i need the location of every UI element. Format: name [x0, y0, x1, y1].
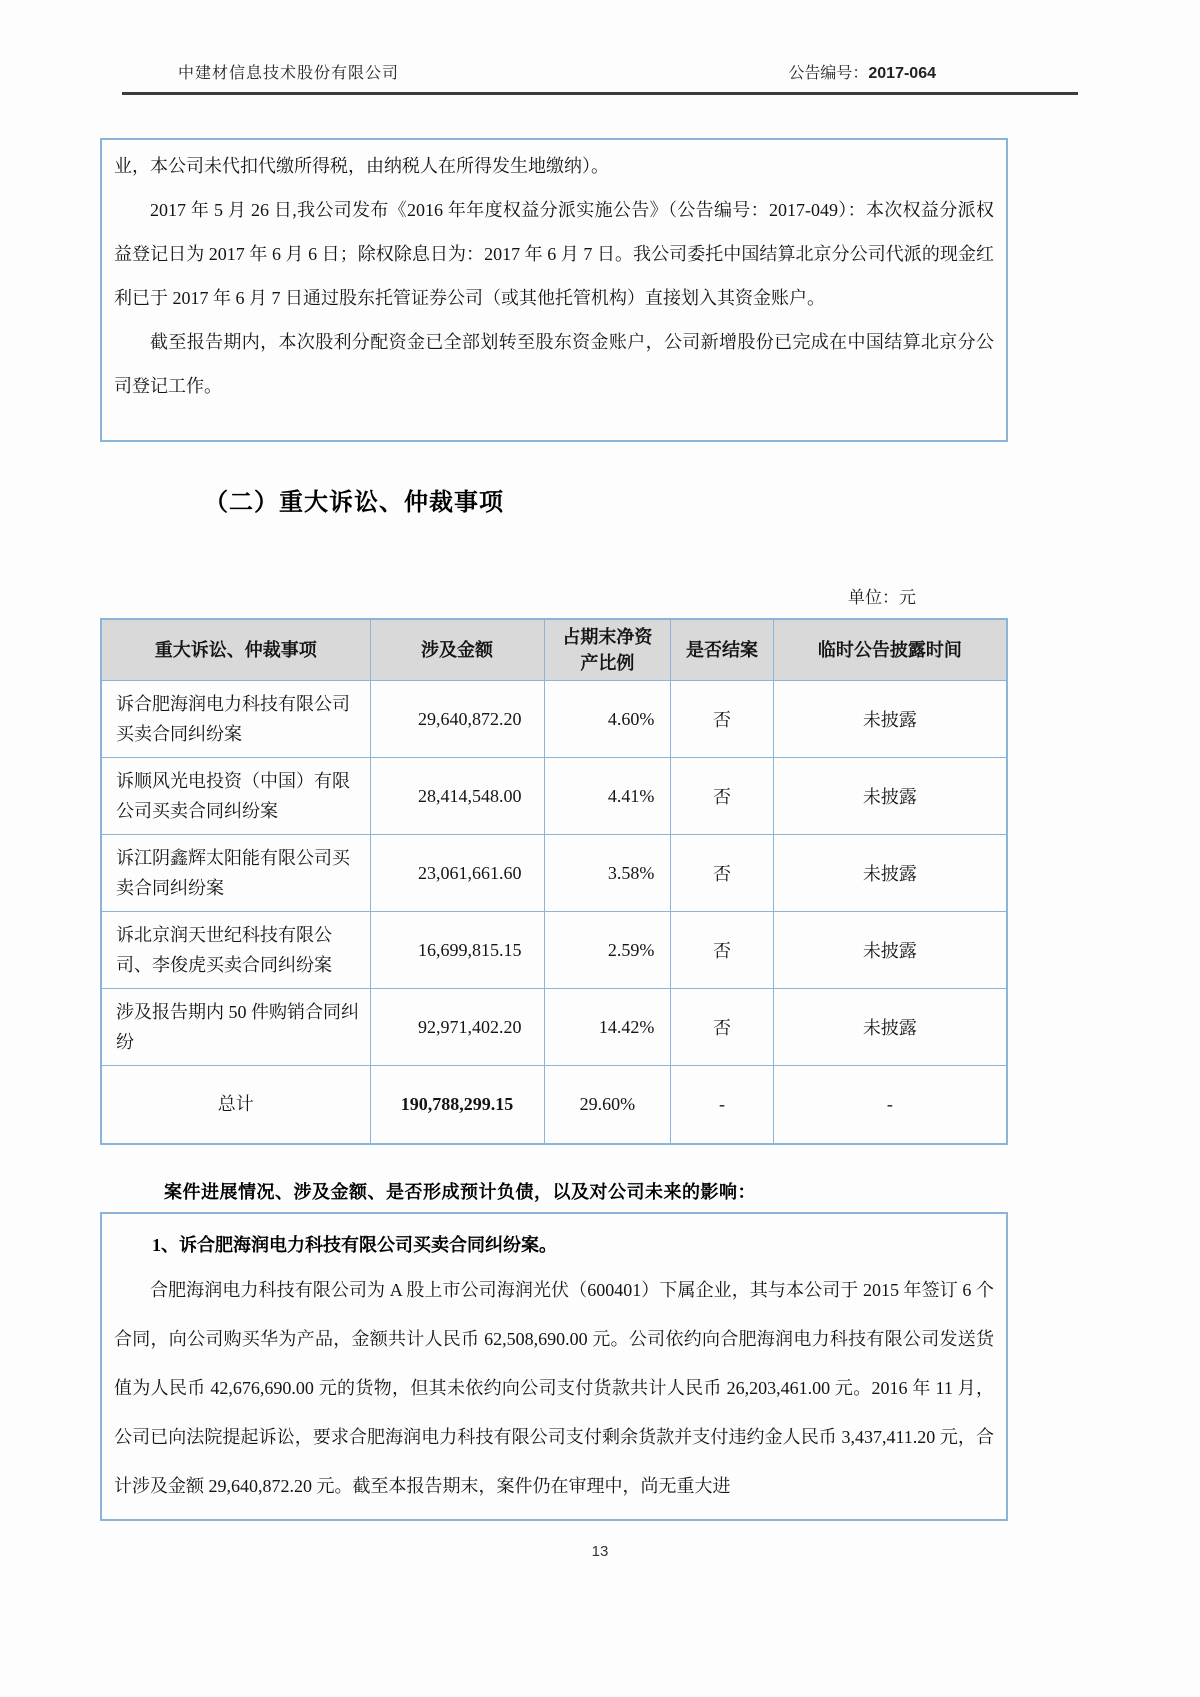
announcement-no-value: 2017-064 — [868, 65, 936, 82]
case-title: 1、诉合肥海润电力科技有限公司买卖合同纠纷案。 — [152, 1235, 557, 1255]
case-ratio: 2.59% — [544, 912, 671, 989]
case-closed: 否 — [671, 989, 773, 1066]
case-disclosure: 未披露 — [773, 835, 1007, 912]
case-closed: 否 — [671, 912, 773, 989]
company-name: 中建材信息技术股份有限公司 — [178, 65, 400, 82]
case-closed: 否 — [671, 758, 773, 835]
case-ratio: 4.60% — [544, 681, 671, 758]
case-disclosure: 未披露 — [773, 758, 1007, 835]
case-detail-block — [100, 1212, 1008, 1521]
intro-text-block — [100, 138, 1008, 442]
intro-paragraph: 业，本公司未代扣代缴所得税，由纳税人在所得发生地缴纳）。 — [114, 156, 609, 176]
total-closed: - — [671, 1066, 773, 1144]
case-body: 合肥海润电力科技有限公司为 A 股上市公司海润光伏（600401）下属企业，其与本公司于 2015 年签订 6 个合同，向公司购买华为产品，金额共计人民币 62,508,690.00 元。公司依约向合肥海润电力科技有限公司发送货值为人民币 42,676,690.00 元的货物，但其未依约向公司支付货款共计人民币 26,203,461.00 元。2016 年 11 月，公司已向法院提起诉讼，要求合肥海润电力科技有限公司支付剩余货款并支付违约金人民币 3,437,411.20 元，合计涉及金额 29,640,872.20 元。截至本报告期末，案件仍在审理中，尚无重大进 — [114, 1280, 994, 1496]
col-header-amount: 涉及金额 — [370, 619, 544, 681]
case-amount: 92,971,402.20 — [370, 989, 544, 1066]
case-amount: 23,061,661.60 — [370, 835, 544, 912]
table-row — [101, 835, 1007, 912]
announcement-number — [788, 60, 936, 83]
case-name: 涉及报告期内 50 件购销合同纠纷 — [101, 989, 370, 1066]
table-row — [101, 758, 1007, 835]
table-header-row — [101, 619, 1007, 681]
col-header-case: 重大诉讼、仲裁事项 — [101, 619, 370, 681]
case-name: 诉合肥海润电力科技有限公司买卖合同纠纷案 — [101, 681, 370, 758]
total-ratio: 29.60% — [544, 1066, 671, 1144]
case-amount: 29,640,872.20 — [370, 681, 544, 758]
intro-paragraph: 截至报告期内，本次股利分配资金已全部划转至股东资金账户，公司新增股份已完成在中国结算北京分公司登记工作。 — [114, 332, 994, 396]
case-disclosure: 未披露 — [773, 912, 1007, 989]
case-disclosure: 未披露 — [773, 681, 1007, 758]
total-amount: 190,788,299.15 — [370, 1066, 544, 1144]
intro-paragraph: 2017 年 5 月 26 日,我公司发布《2016 年年度权益分派实施公告》（公告编号：2017-049）：本次权益分派权益登记日为 2017 年 6 月 6 日；除权除息日为：2017 年 6 月 7 日。我公司委托中国结算北京分公司代派的现金红利已于 2017 年 6 月 7 日通过股东托管证券公司（或其他托管机构）直接划入其资金账户。 — [114, 200, 994, 308]
section-heading: （二）重大诉讼、仲裁事项 — [204, 489, 504, 516]
total-label: 总计 — [101, 1066, 370, 1144]
page-number: 13 — [591, 1543, 609, 1560]
total-disclosure: - — [773, 1066, 1007, 1144]
case-amount: 16,699,815.15 — [370, 912, 544, 989]
header-divider — [122, 92, 1078, 95]
unit-note: 单位：元 — [848, 588, 916, 607]
case-ratio: 3.58% — [544, 835, 671, 912]
case-name: 诉江阴鑫辉太阳能有限公司买卖合同纠纷案 — [101, 835, 370, 912]
table-row — [101, 989, 1007, 1066]
case-closed: 否 — [671, 681, 773, 758]
col-header-closed: 是否结案 — [671, 619, 773, 681]
table-row — [101, 681, 1007, 758]
progress-caption: 案件进展情况、涉及金额、是否形成预计负债，以及对公司未来的影响： — [164, 1182, 756, 1202]
case-disclosure: 未披露 — [773, 989, 1007, 1066]
col-header-ratio: 占期末净资产比例 — [544, 619, 671, 681]
table-total-row — [101, 1066, 1007, 1144]
case-name: 诉北京润天世纪科技有限公司、李俊虎买卖合同纠纷案 — [101, 912, 370, 989]
col-header-disclosure: 临时公告披露时间 — [773, 619, 1007, 681]
case-amount: 28,414,548.00 — [370, 758, 544, 835]
announcement-label: 公告编号： — [788, 65, 869, 82]
lawsuit-table — [100, 618, 1008, 1145]
case-closed: 否 — [671, 835, 773, 912]
table-row — [101, 912, 1007, 989]
case-ratio: 14.42% — [544, 989, 671, 1066]
case-ratio: 4.41% — [544, 758, 671, 835]
case-name: 诉顺风光电投资（中国）有限公司买卖合同纠纷案 — [101, 758, 370, 835]
